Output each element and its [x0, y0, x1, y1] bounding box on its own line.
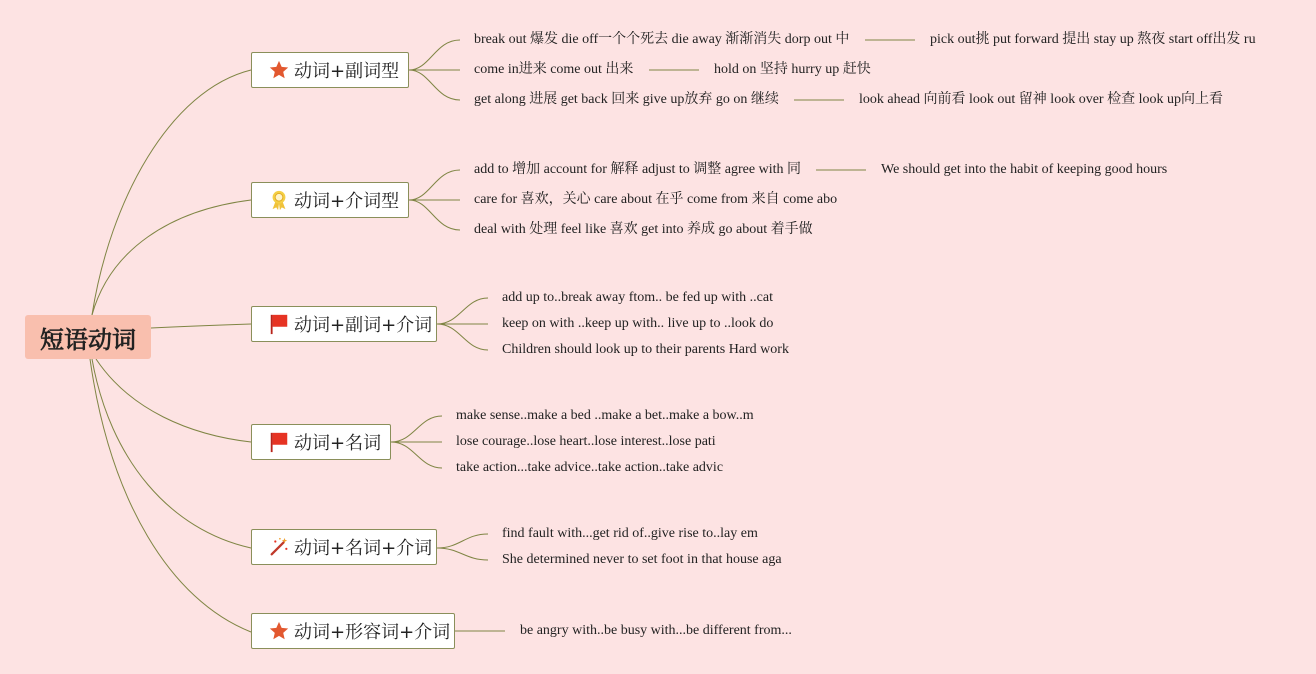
leaf-item-extra[interactable]: hold on 坚持 hurry up 赶快 [714, 62, 871, 77]
leaf-item[interactable]: add to 增加 account for 解释 adjust to 调整 agree with 同 [474, 162, 801, 177]
root-topic[interactable]: 短语动词 [25, 315, 151, 359]
branch-verb-adjective-preposition[interactable] [251, 613, 455, 649]
leaf-item[interactable]: be angry with..be busy with...be different from... [520, 623, 792, 638]
leaf-item[interactable]: add up to..break away ftom.. be fed up with ..cat [502, 290, 773, 305]
award-medal-icon [268, 189, 290, 211]
branch-verb-noun[interactable] [251, 424, 391, 460]
leaf-item-extra[interactable]: look ahead 向前看 look out 留神 look over 检查 look up向上看 [859, 92, 1223, 107]
leaf-item[interactable]: make sense..make a bed ..make a bet..make a bow..m [456, 408, 754, 423]
leaf-item[interactable]: break out 爆发 die off一个个死去 die away 渐渐消失 dorp out 中 [474, 32, 850, 47]
branch-label: 动词+副词型 [294, 61, 400, 82]
branch-verb-noun-preposition[interactable] [251, 529, 437, 565]
red-flag-icon [268, 313, 290, 335]
star-icon [268, 620, 290, 642]
leaf-item[interactable]: lose courage..lose heart..lose interest..lose pati [456, 434, 716, 449]
leaf-item-extra[interactable]: pick out挑 put forward 提出 stay up 熬夜 start off出发 ru [930, 32, 1256, 47]
leaf-item[interactable]: find fault with...get rid of..give rise to..lay em [502, 526, 758, 541]
branch-verb-preposition[interactable] [251, 182, 409, 218]
branch-verb-adverb-preposition[interactable] [251, 306, 437, 342]
star-icon [268, 59, 290, 81]
branch-label: 动词+名词+介词 [294, 538, 433, 559]
leaf-item[interactable]: deal with 处理 feel like 喜欢 get into 养成 go about 着手做 [474, 222, 813, 237]
magic-wand-icon [268, 536, 290, 558]
leaf-item-extra[interactable]: We should get into the habit of keeping good hours [881, 162, 1168, 177]
leaf-item[interactable]: keep on with ..keep up with.. live up to ..look do [502, 316, 774, 331]
red-flag-icon [268, 431, 290, 453]
leaf-item[interactable]: come in进来 come out 出来 [474, 62, 634, 77]
leaf-item[interactable]: care for 喜欢，关心 care about 在乎 come from 来自 come abo [474, 192, 838, 207]
branch-label: 动词+名词 [294, 433, 382, 454]
branch-label: 动词+形容词+介词 [294, 622, 451, 643]
leaf-item[interactable]: get along 进展 get back 回来 give up放弃 go on 继续 [474, 92, 779, 107]
branch-label: 动词+副词+介词 [294, 315, 433, 336]
branch-label: 动词+介词型 [294, 191, 400, 212]
leaf-item[interactable]: She determined never to set foot in that house aga [502, 552, 782, 567]
leaf-item[interactable]: Children should look up to their parents Hard work [502, 342, 789, 357]
leaf-item[interactable]: take action...take advice..take action..take advic [456, 460, 724, 475]
branch-verb-adverb[interactable] [251, 52, 409, 88]
